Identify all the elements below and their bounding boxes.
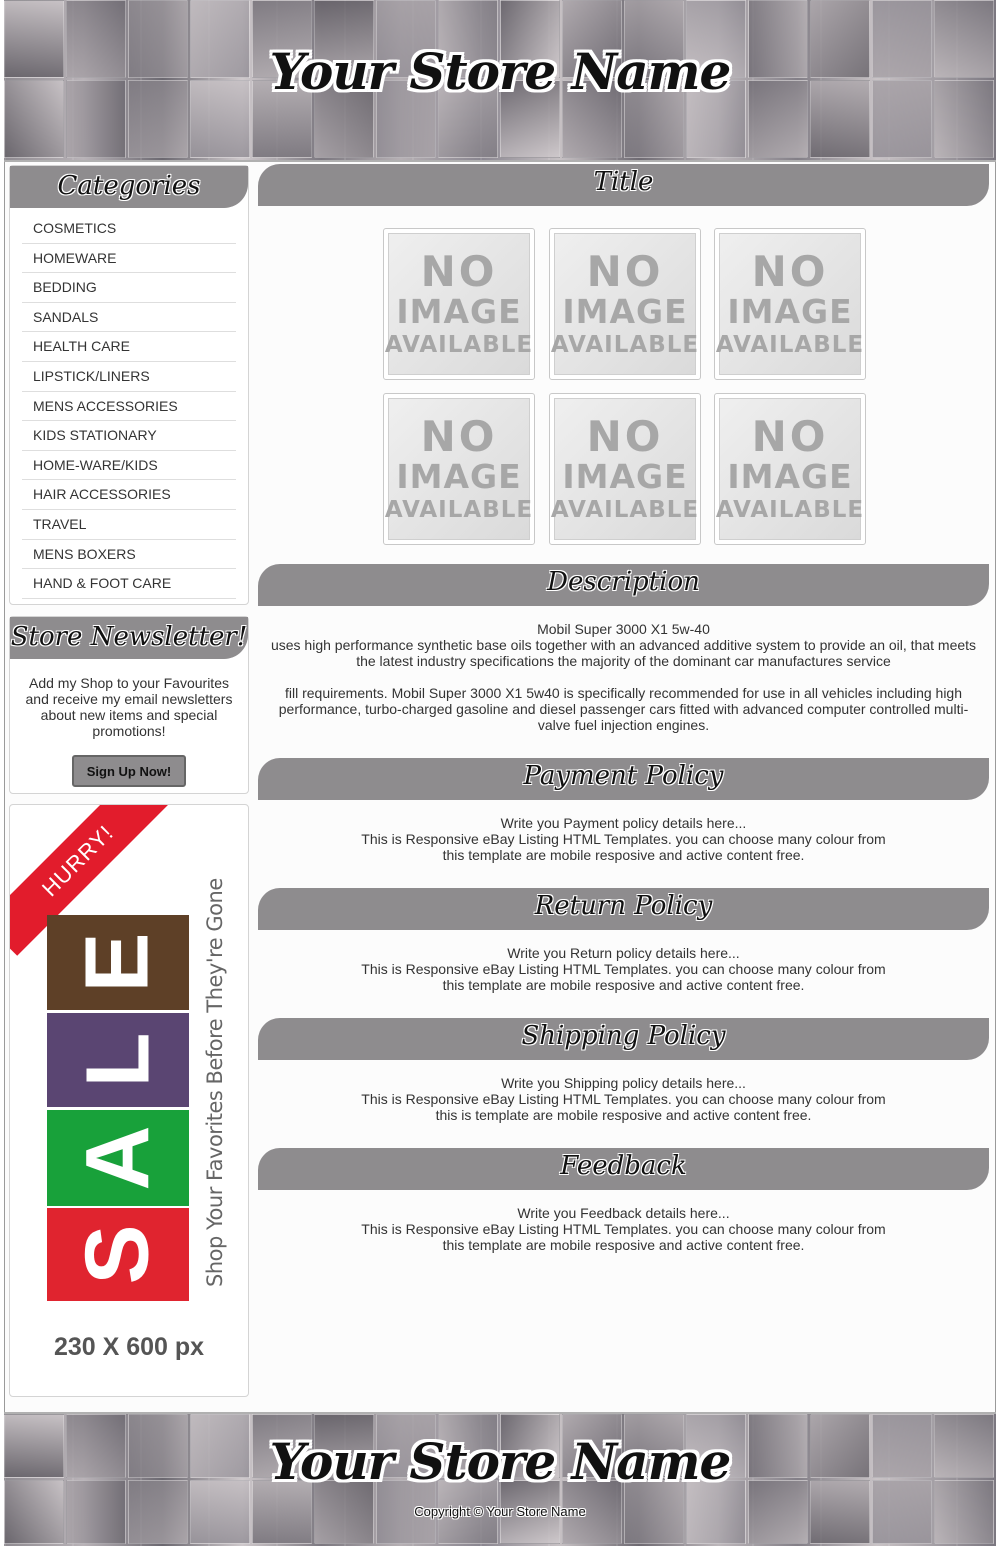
product-thumbnail[interactable] [383, 228, 535, 380]
shipping-heading: Shipping Policy [258, 1018, 989, 1060]
product-thumbnail[interactable] [714, 393, 866, 545]
hurry-ribbon: HURRY! [9, 804, 173, 956]
category-link[interactable]: HOMEWARE [22, 244, 236, 274]
no-image-line: AVAILABLE [384, 331, 534, 358]
no-image-line: NO [586, 411, 664, 461]
no-image-placeholder [715, 233, 865, 375]
payment-text [270, 815, 977, 863]
header-divider [4, 160, 996, 162]
payment-line: This is Responsive eBay Listing HTML Templates. you can choose many colour from this template are mobile resposive and active content free. [361, 831, 886, 863]
sale-size-label: 230 X 600 px [53, 1333, 205, 1361]
payment-heading: Payment Policy [258, 758, 989, 800]
description-text [270, 621, 977, 733]
description-heading: Description [258, 564, 989, 606]
title-heading: Title [258, 164, 989, 206]
product-thumbnail[interactable] [714, 228, 866, 380]
store-name-footer: Your Store Name [269, 1432, 731, 1491]
sale-letter-l: L [47, 1013, 189, 1107]
categories-panel [9, 165, 249, 605]
category-link[interactable]: BEDDING [22, 273, 236, 303]
no-image-placeholder [715, 398, 865, 540]
no-image-placeholder [550, 233, 700, 375]
category-link[interactable]: HAND & FOOT CARE [22, 569, 236, 599]
no-image-placeholder [384, 233, 534, 375]
sale-tagline: Shop Your Favorites Before They're Gone [203, 878, 227, 1287]
shipping-line: Write you Shipping policy details here... [501, 1075, 746, 1091]
sale-banner[interactable] [9, 804, 249, 1397]
no-image-line: NO [420, 246, 498, 296]
categories-title: Categories [10, 166, 248, 208]
newsletter-title: Store Newsletter! [10, 617, 248, 659]
product-thumbnail[interactable] [383, 393, 535, 545]
no-image-line: IMAGE [562, 291, 688, 331]
store-name-header: Your Store Name [269, 42, 731, 101]
description-line: Mobil Super 3000 X1 5w-40 [537, 621, 710, 637]
no-image-line: IMAGE [396, 291, 522, 331]
sale-letter-a: A [47, 1110, 189, 1206]
category-link[interactable]: HOME-WARE/KIDS [22, 451, 236, 481]
product-thumbnail[interactable] [549, 393, 701, 545]
return-line: Write you Return policy details here... [507, 945, 740, 961]
description-line: fill requirements. Mobil Super 3000 X1 5w40 is specifically recommended for use in all vehicles including high performance, turbo-charged gasoline and diesel passenger cars fitted with advanced computer controlled multi-valve fuel injection engines. [278, 685, 969, 733]
no-image-line: AVAILABLE [715, 331, 865, 358]
feedback-text [270, 1205, 977, 1253]
category-link[interactable]: MENS ACCESSORIES [22, 392, 236, 422]
sale-letter-s: S [47, 1208, 189, 1301]
payment-line: Write you Payment policy details here... [500, 815, 747, 831]
no-image-placeholder [384, 398, 534, 540]
feedback-line: Write you Feedback details here... [517, 1205, 730, 1221]
category-link[interactable]: TRAVEL [22, 510, 236, 540]
no-image-line: AVAILABLE [550, 496, 700, 523]
shipping-text [270, 1075, 977, 1123]
category-link[interactable]: LIPSTICK/LINERS [22, 362, 236, 392]
no-image-line: NO [586, 246, 664, 296]
sign-up-button[interactable]: Sign Up Now! [72, 755, 186, 787]
no-image-line: IMAGE [562, 456, 688, 496]
sale-letter-e: E [47, 915, 189, 1010]
no-image-line: AVAILABLE [550, 331, 700, 358]
category-link[interactable]: HAIR ACCESSORIES [22, 480, 236, 510]
newsletter-text: Add my Shop to your Favourites and receive my email newsletters about new items and special promotions! [25, 675, 233, 739]
description-line: uses high performance synthetic base oils together with an advanced additive system to provide an oil, that meets the latest industry specifications the majority of the dominant car manufactures service [270, 637, 977, 669]
no-image-line: IMAGE [727, 291, 853, 331]
category-link[interactable]: COSMETICS [22, 214, 236, 244]
return-text [270, 945, 977, 993]
no-image-line: IMAGE [727, 456, 853, 496]
product-thumbnail[interactable] [549, 228, 701, 380]
footer-banner [4, 1414, 996, 1546]
no-image-line: AVAILABLE [384, 496, 534, 523]
no-image-line: NO [751, 246, 829, 296]
feedback-line: This is Responsive eBay Listing HTML Templates. you can choose many colour from this template are mobile resposive and active content free. [361, 1221, 886, 1253]
category-link[interactable]: HEALTH CARE [22, 332, 236, 362]
newsletter-panel [9, 616, 249, 794]
feedback-heading: Feedback [258, 1148, 989, 1190]
return-heading: Return Policy [258, 888, 989, 930]
category-link[interactable]: MENS BOXERS [22, 540, 236, 570]
copyright-text: Copyright © Your Store Name [414, 1504, 586, 1519]
category-link[interactable]: KIDS STATIONARY [22, 421, 236, 451]
no-image-line: IMAGE [396, 456, 522, 496]
no-image-line: NO [420, 411, 498, 461]
categories-list [22, 214, 236, 599]
shipping-line: This is Responsive eBay Listing HTML Templates. you can choose many colour from this is template are mobile resposive and active content free. [361, 1091, 886, 1123]
header-banner [4, 0, 996, 160]
return-line: This is Responsive eBay Listing HTML Templates. you can choose many colour from this template are mobile resposive and active content free. [361, 961, 886, 993]
category-link[interactable]: SANDALS [22, 303, 236, 333]
no-image-line: AVAILABLE [715, 496, 865, 523]
no-image-placeholder [550, 398, 700, 540]
no-image-line: NO [751, 411, 829, 461]
